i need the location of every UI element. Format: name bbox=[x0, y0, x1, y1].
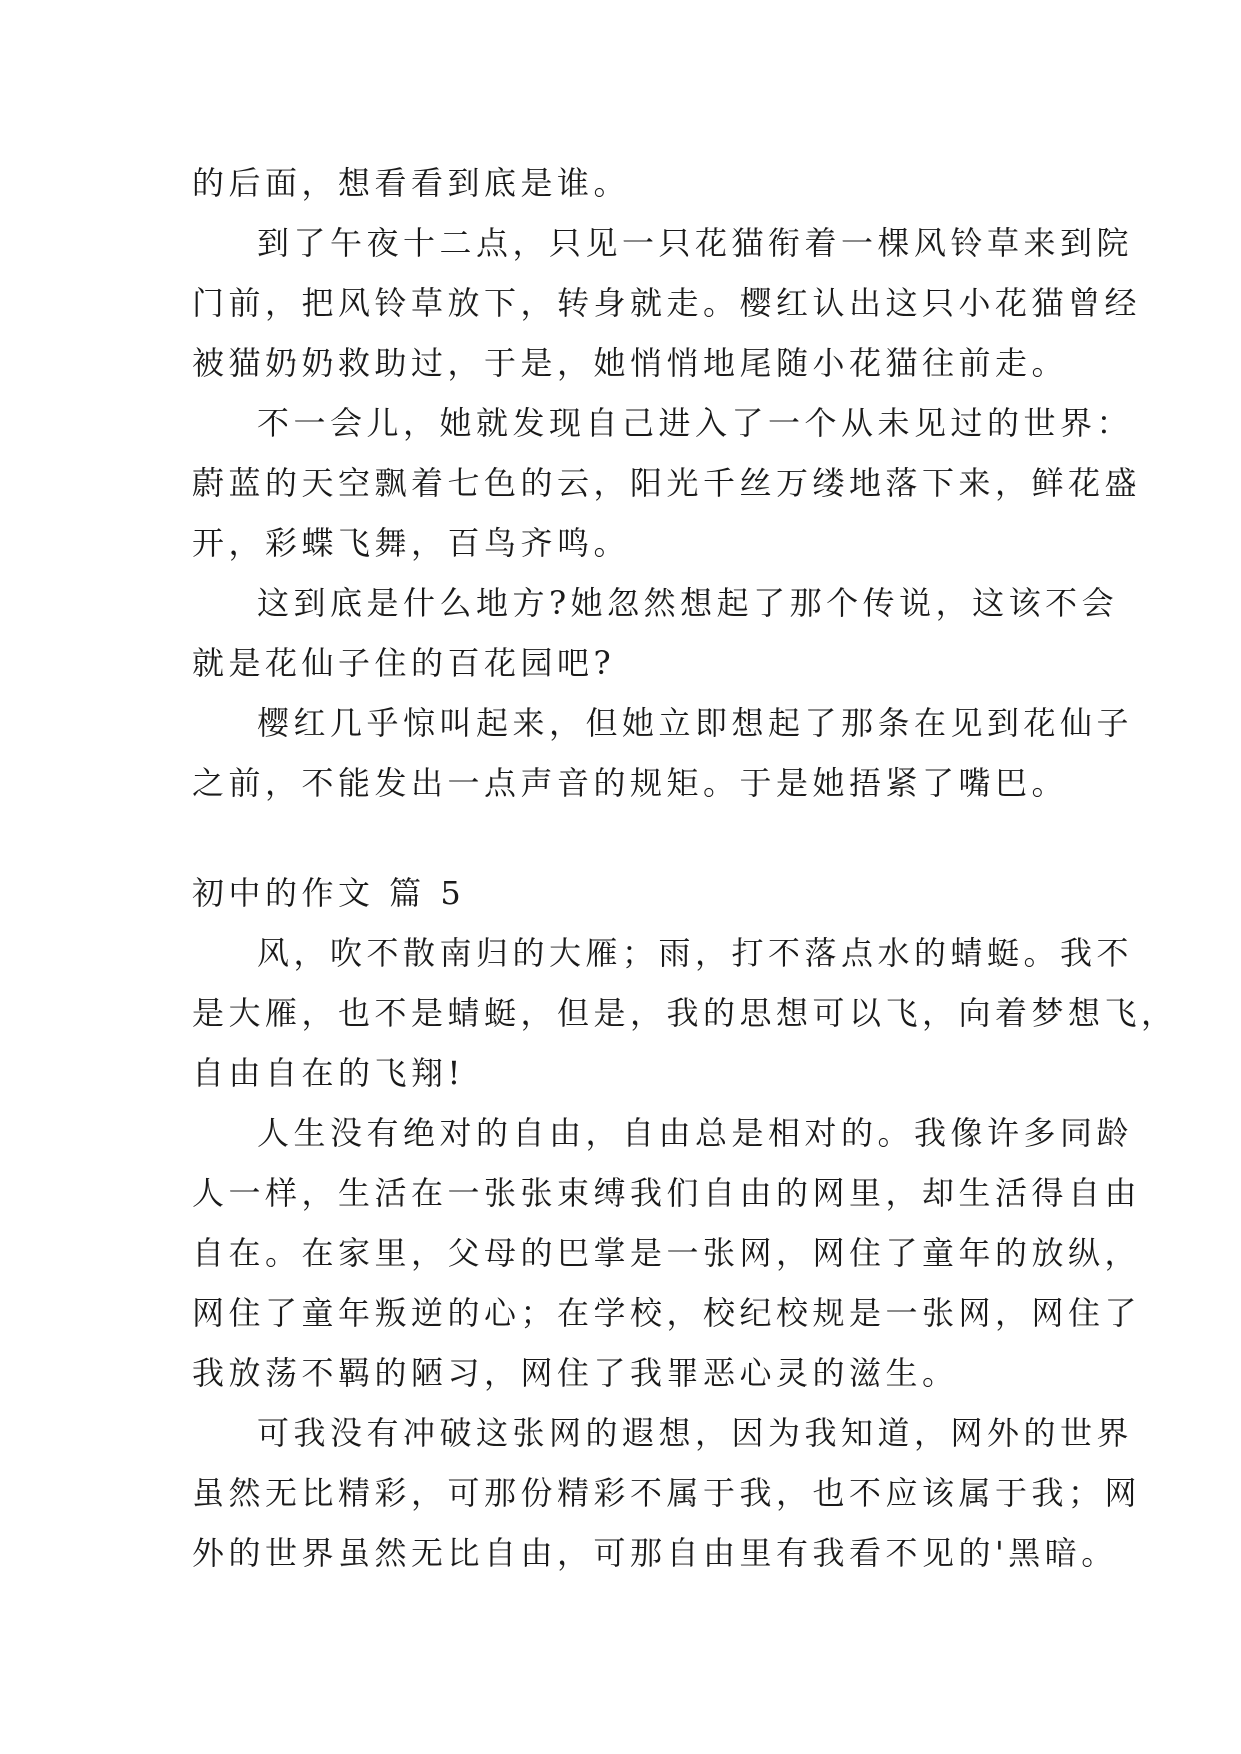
text-line: 外的世界虽然无比自由，可那自由里有我看不见的'黑暗。 bbox=[192, 1534, 1118, 1572]
text-line: 到了午夜十二点，只见一只花猫衔着一棵风铃草来到院 bbox=[257, 224, 1134, 262]
text-line: 就是花仙子住的百花园吧? bbox=[192, 644, 616, 682]
text-line: 人生没有绝对的自由，自由总是相对的。我像许多同龄 bbox=[257, 1114, 1134, 1152]
text-line: 风，吹不散南归的大雁；雨，打不落点水的蜻蜓。我不 bbox=[257, 934, 1134, 972]
text-line: 蔚蓝的天空飘着七色的云，阳光千丝万缕地落下来，鲜花盛 bbox=[192, 464, 1142, 502]
text-line: 自在。在家里，父母的巴掌是一张网，网住了童年的放纵， bbox=[192, 1234, 1142, 1272]
text-line: 的后面，想看看到底是谁。 bbox=[192, 164, 631, 202]
text-line: 我放荡不羁的陋习，网住了我罪恶心灵的滋生。 bbox=[192, 1354, 959, 1392]
text-line: 门前，把风铃草放下，转身就走。樱红认出这只小花猫曾经 bbox=[192, 284, 1142, 322]
text-line: 不一会儿，她就发现自己进入了一个从未见过的世界： bbox=[257, 404, 1134, 442]
text-line: 自由自在的飞翔! bbox=[192, 1054, 465, 1092]
text-line: 网住了童年叛逆的心；在学校，校纪校规是一张网，网住了 bbox=[192, 1294, 1142, 1332]
text-line: 樱红几乎惊叫起来，但她立即想起了那条在见到花仙子 bbox=[257, 704, 1134, 742]
text-line: 可我没有冲破这张网的遐想，因为我知道，网外的世界 bbox=[257, 1414, 1134, 1452]
text-line: 是大雁，也不是蜻蜓，但是，我的思想可以飞，向着梦想飞， bbox=[192, 994, 1178, 1032]
text-line: 开，彩蝶飞舞，百鸟齐鸣。 bbox=[192, 524, 631, 562]
section-heading: 初中的作文 篇 5 bbox=[192, 874, 466, 912]
text-line: 人一样，生活在一张张束缚我们自由的网里，却生活得自由 bbox=[192, 1174, 1142, 1212]
text-line: 这到底是什么地方?她忽然想起了那个传说，这该不会 bbox=[257, 584, 1119, 622]
text-line: 之前，不能发出一点声音的规矩。于是她捂紧了嘴巴。 bbox=[192, 764, 1069, 802]
text-line: 被猫奶奶救助过，于是，她悄悄地尾随小花猫往前走。 bbox=[192, 344, 1069, 382]
text-line: 虽然无比精彩，可那份精彩不属于我，也不应该属于我；网 bbox=[192, 1474, 1142, 1512]
